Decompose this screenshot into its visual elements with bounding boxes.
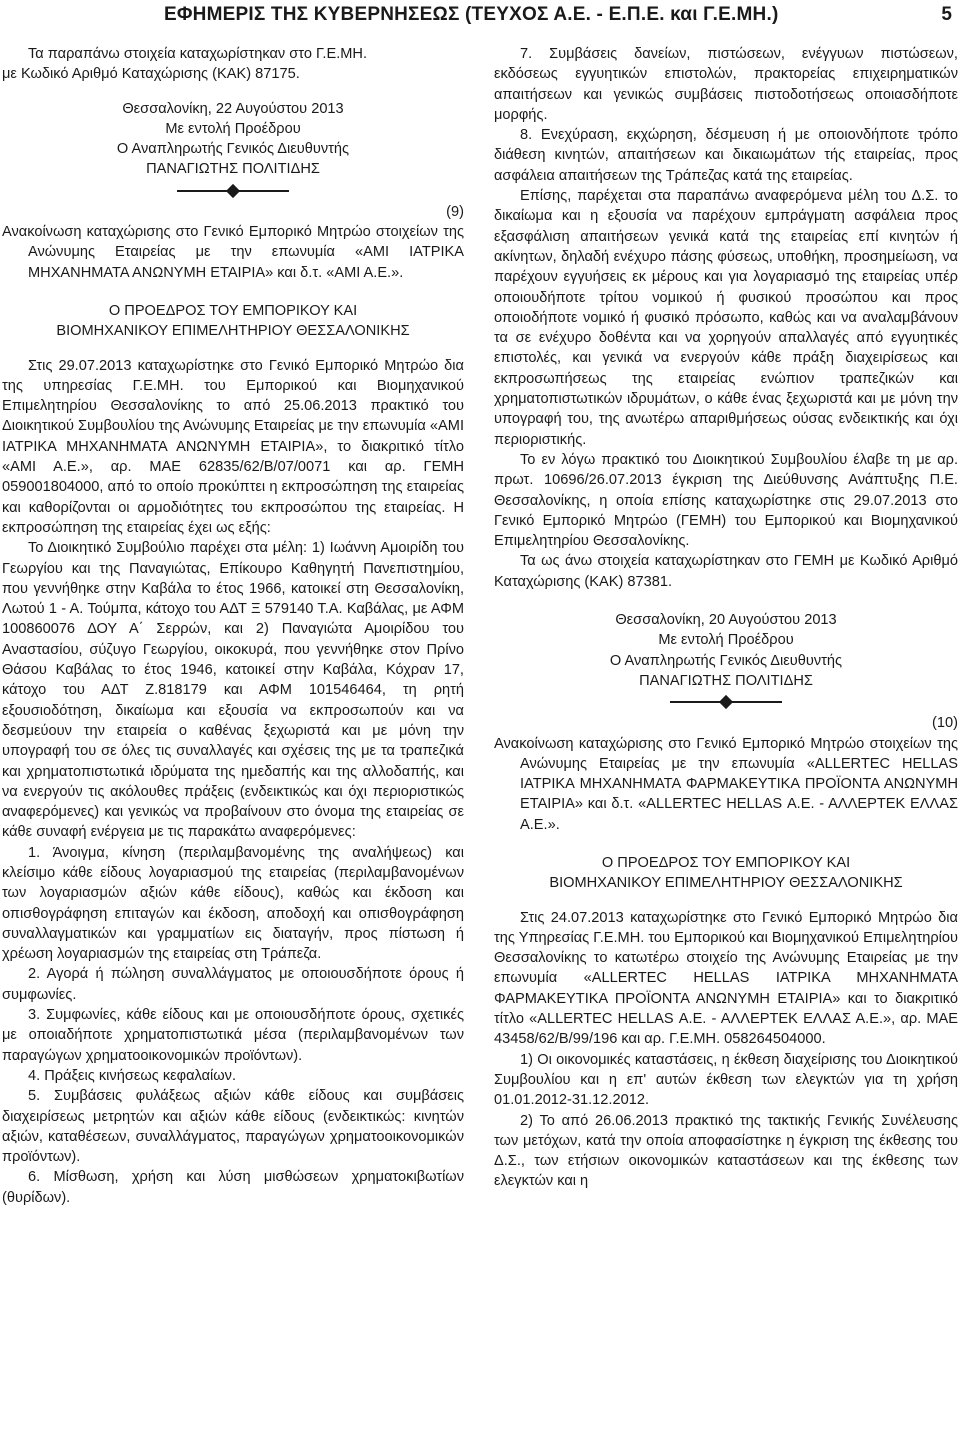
by-order: Με εντολή Προέδρου <box>165 120 301 137</box>
left-column <box>2 44 464 1208</box>
deputy-title: Ο Αναπληρωτής Γενικός Διευθυντής <box>609 652 843 669</box>
intro-line-1: Τα παραπάνω στοιχεία καταχωρίστηκαν στο Γ.Ε.ΜΗ. <box>28 46 368 62</box>
place-date: Θεσσαλονίκη, 20 Αυγούστου 2013 <box>615 612 837 629</box>
guarantees-paragraph: Επίσης, παρέχεται στα παραπάνω αναφερόμενα μέλη του Δ.Σ. το δικαίωμα και η εξουσία να παρέχουν εμπράγματη ασφάλεια προς εξασφάλιση απαιτήσεων γενικά κατά της εταιρείας επί κινητών ή ακίνητων, δηλαδή ενέχυρο πάσης φύσεως, υποθήκη, προσημείωση, να παρέχουν εγγυήσεις εκ μέρους και για λογαριασμό της εταιρείας υπέρ οποιουδήποτε τρίτου νομικού ή φυσικού προσώπου και προς οποιοδήποτε νομικό ή φυσικό πρόσωπο, καθώς και να αναλαμβάνουν τα σε ενέχυρο δοθέντα και να χορηγούν απαλλαγές από εγγυητικές επιστολές, και γενικά να ενεργούν κάθε πράξη διαχειρίσεως και εκπροσωπήσεως της εταιρείας ενώπιον τραπεζικών και χρηματοπιστωτικών ιδρυμάτων, ο κάθε ένας ξεχωριστά και με μόνη την υπογραφή του, της ανωτέρω απαριθμήσεως ούσας ενδεικτικής και όχι περιοριστικής. <box>494 188 958 448</box>
point-2: 2) Το από 26.06.2013 πρακτικό της τακτικής Γενικής Συνέλευσης των μετόχων, κατά την οποία αποφασίστηκε η έγκριση της έκθεσης του Δ.Σ., των ετήσιων οικονομικών καταστάσεων και της έκθεσης των ελεγκτών και η <box>494 1112 958 1190</box>
minutes-approval-paragraph: Το εν λόγω πρακτικό του Διοικητικού Συμβουλίου έλαβε τη με αρ. πρωτ. 10696/26.07.2013 έγκριση της Διεύθυνσης Ανάπτυξης Π.Ε. Θεσσαλονίκης, η οποία επίσης καταχωρίστηκε στις 29.07.2013 στο Γενικό Εμπορικό Μητρώο (ΓΕΜΗ) του Εμπορικού και Βιομηχανικού Επιμελητηρίου Θεσσαλονίκης. <box>494 451 958 550</box>
list-item-6: 6. Μίσθωση, χρήση και λύση μισθώσεων χρηματοκιβωτίων (θυρίδων). <box>2 1169 464 1206</box>
authority-line-1: Ο ΠΡΟΕΔΡΟΣ ΤΟΥ ΕΜΠΟΡΙΚΟΥ ΚΑΙ <box>601 854 851 871</box>
signer-name: ΠΑΝΑΓΙΩΤΗΣ ΠΟΛΙΤΙΔΗΣ <box>639 672 813 689</box>
signer-name: ΠΑΝΑΓΙΩΤΗΣ ΠΟΛΙΤΙΔΗΣ <box>146 161 320 178</box>
list-item-8: 8. Ενεχύραση, εκχώρηση, δέσμευση ή με οποιονδήποτε τρόπο διάθεση κινητών, απαιτήσεων και δικαιωμάτων τής εταιρείας, προς ασφάλεια απαιτήσεων της Τράπεζας κατά της εταιρείας. <box>494 127 958 184</box>
diamond-icon <box>226 184 240 198</box>
list-item-4: 4. Πράξεις κινήσεως κεφαλαίων. <box>28 1067 237 1084</box>
right-column <box>494 44 958 1192</box>
gazette-title: ΕΦΗΜΕΡΙΣ ΤΗΣ ΚΥΒΕΡΝΗΣΕΩΣ (ΤΕΥΧΟΣ Α.Ε. - Ε.Π.Ε. και Γ.Ε.ΜΗ.) <box>164 4 779 25</box>
announcement-title: Ανακοίνωση καταχώρισης στο Γενικό Εμπορικό Μητρώο στοιχείων της Ανώνυμης Εταιρείας με την επωνυμία «ΑΜΙ ΙΑΤΡΙΚΑ ΜΗΧΑΝΗΜΑΤΑ ΑΝΩΝΥΜΗ ΕΤΑΙΡΙΑ» και δ.τ. «ΑΜΙ Α.Ε.». <box>2 224 464 281</box>
section-separator <box>2 180 464 202</box>
list-item-5: 5. Συμβάσεις φυλάξεως αξιών κάθε είδους και συμβάσεις διαχειρίσεως μετρητών και αξιών κάθε είδους (ενδεικτικώς: κινητών αξιών, καταθέσεων, συναλλάγματος, παραγώγων χρηματοοικονομικών προϊόντων). <box>2 1088 464 1166</box>
registration-paragraph: Στις 24.07.2013 καταχωρίστηκε στο Γενικό Εμπορικό Μητρώο δια της Υπηρεσίας Γ.Ε.ΜΗ. του Εμπορικού και Βιομηχανικού Επιμελητηρίου Θεσσαλονίκης το κατωτέρω στοιχείο της Ανώνυμης Εταιρείας με την επωνυμία «ALLERTEC HELLAS ΙΑΤΡΙΚΑ ΜΗΧΑΝΗΜΑΤΑ ΦΑΡΜΑΚΕΥΤΙΚΑ ΠΡΟΪΟΝΤΑ ΑΝΩΝΥΜΗ ΕΤΑΙΡΙΑ» και το διακριτικό τίτλο «ALLERTEC HELLAS Α.Ε. - ΑΛΛΕΡΤΕΚ ΕΛΛΑΣ Α.Ε.», αρ. ΜΑΕ 43458/62/Β/99/196 και αρ. Γ.Ε.ΜΗ. 058264504000. <box>494 909 958 1048</box>
list-item-3: 3. Συμφωνίες, κάθε είδους και με οποιουσδήποτε όρους, σχετικές με οποιαδήποτε χρηματοπιστωτικά μέσα (περιλαμβανομένων των παραγώγων χρηματοοικονομικών προϊόντων). <box>2 1007 464 1064</box>
kak-paragraph: Τα ως άνω στοιχεία καταχωρίστηκαν στο ΓΕΜΗ με Κωδικό Αριθμό Καταχώρισης (ΚΑΚ) 87381. <box>494 553 958 590</box>
announcement-number: (9) <box>446 203 464 220</box>
by-order: Με εντολή Προέδρου <box>658 632 794 649</box>
announcement-title: Ανακοίνωση καταχώρισης στο Γενικό Εμπορικό Μητρώο στοιχείων της Ανώνυμης Εταιρείας με την επωνυμία «ALLERTEC HELLAS ΙΑΤΡΙΚΑ ΜΗΧΑΝΗΜΑΤΑ ΦΑΡΜΑΚΕΥΤΙΚΑ ΠΡΟΪΟΝΤΑ ΑΝΩΝΥΜΗ ΕΤΑΙΡΙΑ» και δ.τ. «ALLERTEC HELLAS Α.Ε. - ΑΛΛΕΡΤΕΚ ΕΛΛΑΣ Α.Ε.». <box>494 735 958 833</box>
deputy-title: Ο Αναπληρωτής Γενικός Διευθυντής <box>116 141 350 158</box>
intro-line-2: με Κωδικό Αριθμό Καταχώρισης (ΚΑΚ) 87175. <box>2 66 300 83</box>
registration-paragraph: Στις 29.07.2013 καταχωρίστηκε στο Γενικό Εμπορικό Μητρώο δια της υπηρεσίας Γ.Ε.ΜΗ. του Εμπορικού και Βιομηχανικού Επιμελητηρίου Θεσσαλονίκης το από 25.06.2013 πρακτικό του Διοικητικού Συμβουλίου της Ανώνυμης Εταιρείας με την επωνυμία «ΑΜΙ ΙΑΤΡΙΚΑ ΜΗΧΑΝΗΜΑΤΑ ΑΝΩΝΥΜΗ ΕΤΑΙΡΙΑ», το διακριτικό τίτλο «ΑΜΙ Α.Ε.», αρ. ΜΑΕ 62835/62/Β/07/0071 και αρ. ΓΕΜΗ 059001804000, από το οποίο προκύπτει η εκπροσώπηση της εταιρείας και καθορίζονται οι αρμοδιότητες του εκπροσώπου της εταιρείας. Η εκπροσώπηση της εταιρείας έχει ως εξής: <box>2 357 464 536</box>
list-item-1: 1. Άνοιγμα, κίνηση (περιλαμβανομένης της αναλήψεως) και κλείσιμο κάθε είδους λογαριασμού της εταιρείας (περιλαμβανομένων των λογαριασμών αξιών κάθε είδους), καθώς και έκδοση και οπισθογράφηση επιταγών και έκδοση, αποδοχή και οπισθογράφηση συναλλαγματικών και γραμματίων εις διαταγήν, προς πίστωση ή χρέωση λογαριασμών της εταιρείας στη Τράπεζα. <box>2 844 464 963</box>
list-item-7: 7. Συμβάσεις δανείων, πιστώσεων, ενέγγυων πιστώσεων, εκδόσεως εγγυητικών επιστολών, πρακτορείας επιχειρηματικών απαιτήσεων και γενικώς συμβάσεις πιστοδοτήσεως οποιασδήποτε μορφής. <box>494 46 958 123</box>
authority-line-2: ΒΙΟΜΗΧΑΝΙΚΟΥ ΕΠΙΜΕΛΗΤΗΡΙΟΥ ΘΕΣΣΑΛΟΝΙΚΗΣ <box>549 875 903 892</box>
section-separator <box>494 691 958 713</box>
page-header <box>0 0 960 40</box>
announcement-number: (10) <box>932 715 958 732</box>
place-date: Θεσσαλονίκη, 22 Αυγούστου 2013 <box>122 100 344 117</box>
diamond-icon <box>719 695 733 709</box>
board-powers-paragraph: Το Διοικητικό Συμβούλιο παρέχει στα μέλη: 1) Ιωάννη Αμοιρίδη του Γεωργίου και της Παναγιώτας, Επίκουρο Καθηγητή Πανεπιστημίου, που γεννήθηκε στην Καβάλα το έτος 1966, κατοικεί στη Θεσσαλονίκη, Λωτού 1 - Α. Τούμπα, κάτοχο του ΑΔΤ Ξ 579140 Τ.Α. Καβάλας, με ΑΦΜ 100860076 ΔΟΥ Α΄ Σερρών, και 2) Παναγιώτα Αμοιρίδου του Αναστασίου, σύζυγο Γεωργίου, οικοκυρά, που γεννήθηκε στον Πρίνο Θάσου Καβάλας το έτος 1946, κατοικεί στην Καβάλα, Κόχραν 17, κάτοχο του ΑΔΤ Ζ.818179 και ΑΦΜ 101546464, τη ρητή εξουσιοδότηση, δικαίωμα και εξουσία να εκπροσωπούν και να δεσμεύουν την εταιρεία ο καθένας ξεχωριστά και με μόνη την υπογραφή του σε όλες τις συναλλαγές και σχέσεις της με τα τραπεζικά και χρηματοπιστωτικά ιδρύματα της ημεδαπής και της αλλοδαπής, και να ενεργούν τις ακόλουθες πράξεις (ενδεικτικώς και όχι περιοριστικώς αναφερόμενες) και γενικώς να προβαίνουν στο όνομα της εταιρείας σε κάθε συναφή ενέργεια με τις παρακάτω αναφερόμενες: <box>2 540 464 841</box>
page-number: 5 <box>941 4 952 25</box>
list-item-2: 2. Αγορά ή πώληση συναλλάγματος με οποιουσδήποτε όρους ή συμφωνίες. <box>2 966 464 1003</box>
authority-line-2: ΒΙΟΜΗΧΑΝΙΚΟΥ ΕΠΙΜΕΛΗΤΗΡΙΟΥ ΘΕΣΣΑΛΟΝΙΚΗΣ <box>56 323 410 340</box>
authority-line-1: Ο ΠΡΟΕΔΡΟΣ ΤΟΥ ΕΜΠΟΡΙΚΟΥ ΚΑΙ <box>108 302 358 319</box>
point-1: 1) Οι οικονομικές καταστάσεις, η έκθεση διαχείρισης του Διοικητικού Συμβουλίου και η επ' αυτών έκθεση των ελεγκτών για τη χρήση 01.01.2012-31.12.2012. <box>494 1051 958 1109</box>
